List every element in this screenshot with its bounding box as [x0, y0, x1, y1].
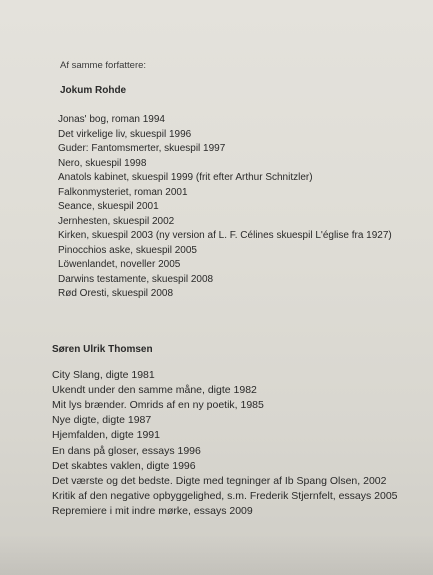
work-item: Guder: Fantomsmerter, skuespil 1997 — [58, 143, 226, 154]
work-item: Jernhesten, skuespil 2002 — [58, 215, 175, 227]
work-item: Ukendt under den samme måne, digte 1982 — [52, 383, 257, 396]
work-item: Det virkelige liv, skuespil 1996 — [58, 128, 192, 140]
work-item: Nye digte, digte 1987 — [52, 414, 152, 427]
work-item: Kritik af den negative opbyggelighed, s.m. Frederik Stjernfelt, essays 2005 — [52, 490, 398, 503]
work-item: Nero, skuespil 1998 — [58, 157, 147, 169]
work-item: Anatols kabinet, skuespil 1999 (frit efter Arthur Schnitzler) — [58, 172, 313, 183]
author-name: Søren Ulrik Thomsen — [52, 343, 153, 355]
work-item: Det værste og det bedste. Digte med tegninger af Ib Spang Olsen, 2002 — [52, 474, 387, 487]
work-item: Rød Oresti, skuespil 2008 — [58, 288, 174, 299]
work-item: Seance, skuespil 2001 — [58, 201, 159, 212]
work-item: City Slang, digte 1981 — [52, 368, 155, 381]
work-item: Darwins testamente, skuespil 2008 — [58, 273, 214, 285]
works-list — [52, 113, 425, 302]
work-item: Repremiere i mit indre mørke, essays 2009 — [52, 505, 253, 518]
work-item: Jonas' bog, roman 1994 — [58, 114, 165, 125]
author-section-rohde — [52, 85, 425, 302]
work-item: Pinocchios aske, skuespil 2005 — [58, 244, 197, 256]
intro-heading: Af samme forfattere: — [60, 60, 147, 71]
work-item: Löwenlandet, noveller 2005 — [58, 259, 181, 270]
work-item: Mit lys brænder. Omrids af en ny poetik, 1985 — [52, 398, 264, 411]
work-item: Falkonmysteriet, roman 2001 — [58, 186, 188, 198]
work-item: En dans på gloser, essays 1996 — [52, 444, 201, 457]
author-name: Jokum Rohde — [60, 85, 127, 96]
work-item: Hjemfalden, digte 1991 — [52, 429, 160, 442]
work-item: Kirken, skuespil 2003 (ny version af L. F. Célines skuespil L'église fra 1927) — [58, 230, 392, 241]
works-list — [52, 368, 425, 520]
work-item: Det skabtes vaklen, digte 1996 — [52, 459, 196, 472]
author-section-thomsen — [52, 344, 425, 520]
